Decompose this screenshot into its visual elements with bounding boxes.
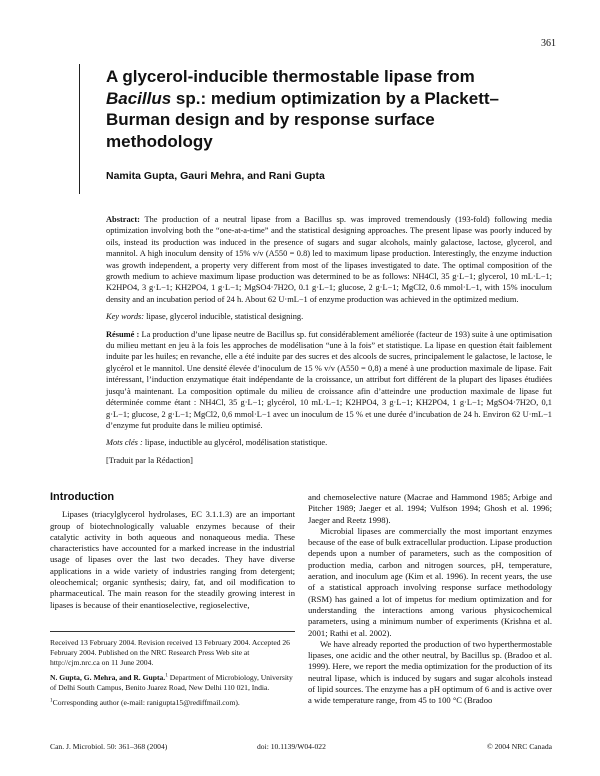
corresponding-note [50, 698, 295, 708]
title-rule [79, 64, 80, 194]
footer-journal: Can. J. Microbiol. 50: 361–368 (2004) [50, 742, 168, 751]
abstract-paragraph [106, 214, 552, 305]
resume-paragraph [106, 329, 552, 432]
affiliation-note [50, 673, 295, 693]
affiliation-sup: 1 [165, 672, 168, 679]
right-paragraph-0: and chemoselective nature (Macrae and Hammond 1985; Arbige and Pitcher 1989; Jaeger et al. 1994; Vulfson 1994; Ghosh et al. 1996; Jaeger and Reetz 1998). [308, 492, 552, 525]
title-genus: Bacillus [106, 88, 172, 108]
right-paragraph-2: We have already reported the production of two hyperthermostable lipases, one acidic and the other neutral, by Bacillus sp. (Bradoo et al. 1999). Here, we report the media optimization for the production of its neutral lipase, which is induced by sugars and sugar alcohols instead of lipid sources. The enzyme has a pH optimum of 6 and is active over a wide temperature range, from 45 to 100 °C (Bradoo [308, 638, 552, 706]
abstract-text: The production of a neutral lipase from a Bacillus sp. was improved tremendously (193-fold) following media optimization involving both the “one-at-a-time” and the statistical designing approaches. The present lipase was poorly induced by oils, instead its production was induced in the presence of sugars and sugar alcohols, mainly galactose, lactose, glycerol, and mannitol. A high inoculum density of 15% v/v (A550 = 0.8) led to maximum lipase production. Interestingly, the enzyme induction was growth independent, a property very different from most of the lipases investigated to date. The optimal composition of the growth medium to achieve maximum lipase production was determined to be as follows: NH4Cl, 35 g·L−1; glycerol, 10 mL·L−1; K2HPO4, 3 g·L−1; KH2PO4, 1 g·L−1; MgSO4·7H2O, 0.1 g·L−1; glucose, 2 g·L−1; MgCl2, 0.6 mmol·L−1, with 15% inoculum density and an incubation period of 24 h. About 62 U·mL−1 of enzyme production was achieved in the optimized medium. [106, 215, 552, 304]
introduction-heading: Introduction [50, 491, 115, 503]
corresponding-sup: 1 [50, 697, 53, 704]
motscles-text: lipase, inductible au glycérol, modélisation statistique. [144, 438, 328, 448]
left-column [50, 492, 295, 611]
abstract-block [106, 214, 552, 472]
resume-text: La production d’une lipase neutre de Bacillus sp. fut considérablement améliorée (facteur de 193) suite à une optimisation du milieu mettant en jeu à la fois les approches de modélisation “une à la fois” et statistique. La lipase en question était faiblement induite par les huiles; en revanche, elle a été induite par des sucres et des alcools de sucres, principalement le galactose, le lactose, le glycérol et le mannitol. Une densité élevée d’inoculum de 15 % v/v (A550 = 0,8) a mené à une production maximale de lipase. Fait intéressant, l’induction enzymatique était indépendante de la croissance, un attribut fort différent de la plupart des lipases étudiées jusqu’à maintenant. La composition optimale du milieu de croissance afin d’atteindre une production maximale de lipase fut déterminée comme étant : NH4Cl, 35 g·L−1; glycérol, 10 mL·L−1; K2HPO4, 3 g·L−1; KH2PO4, 1 g·L−1; MgSO4·7H2O, 0,1 g·L−1; glucose, 2 g·L−1; MgCl2, 0,6 mmol·L−1 avec un inoculum de 15 % et une durée d’incubation de 24 h. Environ 62 U·mL−1 d’enzyme fut produite dans le milieu optimisé. [106, 329, 553, 430]
motscles-label: Mots clés : [106, 438, 143, 448]
abstract-label: Abstract: [106, 215, 140, 224]
title-part-2: sp.: medium optimization by a Plackett–Burman design and by response surface methodology [106, 88, 499, 151]
article-notes [50, 631, 295, 713]
intro-paragraph-1: Lipases (triacylglycerol hydrolases, EC 3.1.1.3) are an important group of biotechnologically valuable enzymes because of their catalytic activity in both aqueous and nonaqueous media. These characteristics have accounted for a marked increase in the industrial usage of lipases over the last two decades. They have diverse applications in a wide variety of industries ranging from detergent; oleochemical; organic synthesis; dairy, fat, and oil modification to pharmaceutical. The main reason for the steadily growing interest in lipases is because of their enantioselective, regioselective, [50, 509, 295, 610]
author-list: Namita Gupta, Gauri Mehra, and Rani Gupta [106, 170, 325, 182]
keywords-label: Key words: [106, 312, 145, 322]
affiliation-text: Department of Microbiology, University of Delhi South Campus, Benito Juarez Road, New Delhi 110 021, India. [50, 673, 293, 692]
right-column [308, 492, 552, 707]
right-paragraph-1: Microbial lipases are commercially the most important enzymes because of the ease of bulk extracellular production. Lipase production depends upon a number of parameters, such as the composition of production media, carbon and nitrogen sources, pH, temperature, aeration, and inoculum age (Kim et al. 1996). In recent years, the use of a statistical approach involving response surface methodology (RSM) has gained a lot of impetus for medium optimization and for understanding the interactions among various physicochemical parameters, using a minimum number of experiments (Krishna et al. 2001; Rathi et al. 2002). [308, 525, 552, 638]
affiliation-names: N. Gupta, G. Mehra, and R. Gupta. [50, 673, 166, 682]
article-title [106, 66, 546, 152]
footer-doi: doi: 10.1139/W04-022 [257, 742, 326, 751]
received-note: Received 13 February 2004. Revision received 13 February 2004. Accepted 26 February 2004. Published on the NRC Research Press Web site at http://cjm.nrc.ca on 11 June 2004. [50, 638, 290, 667]
keywords-paragraph [106, 311, 552, 322]
translation-note: [Traduit par la Rédaction] [106, 455, 193, 465]
keywords-text: lipase, glycerol inducible, statistical designing. [146, 312, 304, 322]
motscles-paragraph [106, 437, 552, 448]
resume-label: Résumé : [106, 329, 140, 339]
corresponding-text: Corresponding author (e-mail: ranigupta15@rediffmail.com). [52, 698, 240, 707]
page-number: 361 [541, 38, 556, 49]
footer-copyright: © 2004 NRC Canada [486, 742, 552, 751]
title-part-1: A glycerol-inducible thermostable lipase from [106, 67, 475, 86]
